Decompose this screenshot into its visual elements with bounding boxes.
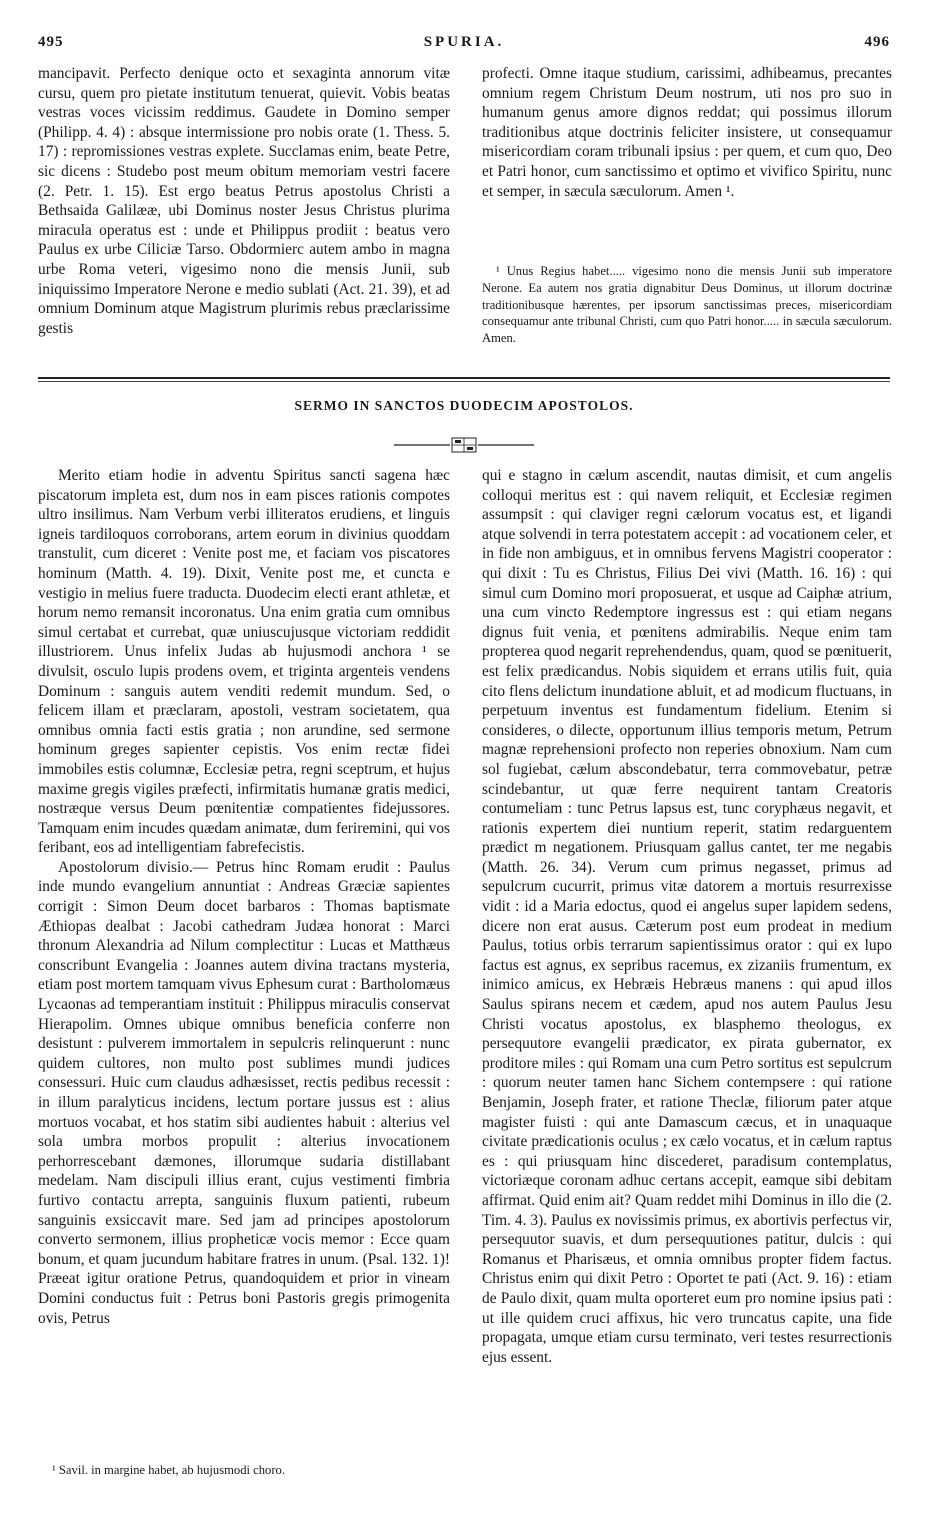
- bottom-right-column: [482, 466, 892, 1367]
- ornament-divider-icon: [392, 437, 536, 453]
- footnote-bottom-text: ¹ Savil. in margine habet, ab hujusmodi choro.: [52, 1463, 285, 1477]
- top-left-column: [38, 64, 450, 338]
- section-divider-rule-thin: [38, 381, 890, 382]
- running-title: SPURIA.: [423, 34, 505, 50]
- footnote-bottom: [38, 1462, 450, 1478]
- section-divider-rule: [38, 377, 890, 379]
- footnote-top: [482, 263, 892, 347]
- bottom-left-column: [38, 466, 450, 1328]
- page-number-left: 495: [38, 34, 64, 50]
- sermon-title: SERMO IN SANCTOS DUODECIM APOSTOLOS.: [294, 398, 634, 413]
- page-number-right: 496: [864, 34, 890, 50]
- paragraph-merito: Merito etiam hodie in adventu Spiritus sancti sagena hæc piscatorum impleta est, dum nos in eam pisces rationis compotes ultro insilimus. Nam Verbum verbi illiteratos erudiens, et linguis igneis tardiloquos corroborans, artem eorum in divinius quoddam transtulit, cum diceret : Venite post me, et faciam vos piscatores hominum (Matth. 4. 19). Dixit, Venite post me, et cuncta e vestigio in melius fuere traducta. Duodecim electi erant athletæ, et horum nemo remansit incoronatus. Una enim gratia cum omnibus simul certabat et currebat, quæ uniuscujusque victoriam reddidit illustriorem. Unus infelix Judas ab hujusmodi anchora ¹ se divulsit, osculo lupis prodens ovem, et triginta argenteis vendens Dominum : sanguis autem venditi redemit mundum. Sed, o felicem illam et præclaram, apostoli, vestram societatem, qua omnibus omnia facti estis gratia ; non arundine, sed sermone hominum greges sapienter cepistis. Vos enim rectæ fidei immobiles estis columnæ, Ecclesiæ petra, regni sceptrum, et hujus maxime gregis vigiles præfecti, infirmitatis humanæ gratis medici, nostræque versus Deum pœnitentiæ compatientes fidejussores. Tamquam enim incudes quædam animatæ, dum feriremini, qui vos feribant, eos ad intelligentiam fabrefecistis.: [38, 467, 450, 857]
- bottom-right-text: qui e stagno in cælum ascendit, nautas dimisit, et cum angelis colloqui meritus est : qui navem reliquit, et Ecclesiæ regimen assumpsit : qui claviger regni cælorum vocatus est, et ligandi atque solvendi in terra potestatem accepit : ad vocationem celer, et in fide non ambiguus, et in omnibus fervens Magistri cooperator : qui dixit : Tu es Christus, Filius Dei vivi (Matth. 16. 16) : qui simul cum Domino mori proposuerat, et usque ad Caiphæ atrium, una cum vincto Redemptore ingressus est : qui etiam negans dignus fuit venia, et pœnitens admirabilis. Neque enim tam propterea quod negarit reprehendendus, quam, quod se pœnituerit, est felix prædicandus. Nobis siquidem et errans utilis fuit, quia cito flens delictum inundatione abluit, et ad modicum fluctuans, in perpetuum inventus est fundamentum fidelium. Etenim si consideres, o dilecte, opportunum illius temporis metum, Petrum magnæ reprehensioni profecto non reperies obnoxium. Nam cum sol fugiebat, cælum abscondebatur, terra commovebatur, petræ scindebantur, ut quæ ferre nequirent tantam Creatoris contumeliam : tunc Petrus lapsus est, tunc coryphæus negavit, et rationis expertem diei nuntium reperit, statim redarguentem prædict m negationem. Priusquam gallus cantet, ter me negabis (Matth. 26. 34). Verum cum primus negasset, primus ad sepulcrum cucurrit, primus vitæ datorem a mortuis resurrexisse vidit : id a Maria edoctus, quod ei angelus super lapidem sedens, dicere non erat ausus. Cæterum post eum prodeat in medium Paulus, totius orbis terrarum sapientissimus orator : qui ex lupo factus est agnus, ex sepribus racemus, ex zizaniis frumentum, ex inimico amicus, ex Hebræis Hebræus manens : qui apud illos Saulus spirans necem et cædem, apud nos autem Paulus Jesu Christi vocatus apostolus, ex blasphemo theologus, ex persequutore evangelii prædicator, ex pirata gubernator, ex proditore miles : qui Romam una cum Petro sortitus est sepulcrum : quorum neuter tamen hanc Sichem contempsere : qui ratione Benjamin, Joseph frater, et ratione Theclæ, filiorum pater atque magister fuisti : qui ante Damascum cæcus, et in unaquaque civitate prædicationis oculus ; ex cælo vocatus, et in cælum raptus es : qui priusquam hinc discederet, paradisum contemplatus, victoriæque coronam adhuc certans accepit, eamque sibi debitam affirmat. Quid enim ait? Quam reddet mihi Dominus in illo die (2. Tim. 4. 3). Paulus ex novissimis primus, ex abortivis perfectus vir, persequutor suavis, et dum persequutiones patitur, dulcis : qui Romanus et Pharisæus, et omnia omnibus propter fidem factus. Christus enim qui dixit Petro : Oportet te pati (Act. 9. 16) : etiam de Paulo dixit, quam multa oporteret eum pro nomine ipsius pati : ut ille quidem cruci affixus, hic vero truncatus capite, una fide propagata, umque etiam cursu terminato, veri testes resurrectionis ejus essent.: [482, 467, 892, 1366]
- footnote-top-text: ¹ Unus Regius habet..... vigesimo nono die mensis Junii sub imperatore Nerone. Ea autem nos gratia dignabitur Deus Dominus, ut illorum doctrinæ traditionibusque hærentes, per ipsorum sanctissimas preces, misericordiam consequamur ante tribunal Christi, cum quo Patri honor..... in sæcula sæculorum. Amen.: [482, 264, 892, 346]
- top-left-text: mancipavit. Perfecto denique octo et sexaginta annorum vitæ cursu, quem pro pietate institutum tenuerat, quievit. Vobis beatas vestras voces vicissim reddimus. Gaudete in Domino semper (Philipp. 4. 4) : absque intermissione pro nobis orate (1. Thess. 5. 17) : repromissiones vestras explete. Succlamas enim, beate Petre, sic dicens : Studebo post meum obitum memoriam vestri facere (2. Petr. 1. 15). Est ergo beatus Petrus apostolus Christi a Bethsaida Galilææ, ubi Dominus noster Jesus Christus plurima miracula operatus est : unde et Philippus prodiit : beatus vero Paulus ex urbe Ciliciæ Tarso. Obdormierc autem ambo in magna urbe Roma veteri, vigesimo nono die mensis Junii, sub iniquissimo Imperatore Nerone e medio sublati (Act. 21. 39), et ad omnium Dominum atque Magistrum plurimis rebus præclarissime gestis: [38, 65, 450, 337]
- paragraph-apostolorum-divisio: Apostolorum divisio.— Petrus hinc Romam erudit : Paulus inde mundo evangelium annuntiat : Andreas Græciæ sapientes corrigit : Simon Deum docet barbaros : Thomas baptismate Æthiopas dealbat : Jacobi cathedram Judæa honorat : Marci thronum Alexandria ad Nilum complectitur : Lucas et Matthæus conscribunt Evangelia : Joannes autem divina tractans mysteria, etiam post mortem tamquam vivus Ephesum curat : Bartholomæus Lycaonas ad temperantiam instituit : Philippus miraculis conservat Hierapolim. Omnes ubique omnibus beneficia conferre non desistunt : pulverem immortalem in sepulcris relinquerunt : nunc quidem cultores, non multo post sublimes mundi judices consessuri. Huic cum claudus adhæsisset, rectis pedibus recessit : in illum paralyticus incidens, lectum portare jussus est : alius mortuos vocabat, et hos statim sibi audientes habuit : alterius vel sola umbra morbos propulit : alterius invocationem perhorrescebant dæmones, illorumque sudaria distillabant medelam. Nam discipuli illius erant, cujus vestimenti fimbria furtivo contactu arrepta, sanguinis fluxum patienti, rubeum sanguinis exsiccavit mare. Sed jam ad principes apostolorum converto sermonem, illius propheticæ vocis memor : Ecce quam bonum, et quam jucundum habitare fratres in unum. (Psal. 132. 1)! Præeat igitur oratione Petrus, quandoquidem et prior in vineam Domini conductus fuit : Petrus boni Pastoris gregis primogenita ovis, Petrus: [38, 858, 450, 1327]
- top-right-text: profecti. Omne itaque studium, carissimi, adhibeamus, precantes omnium regem Christum Deum nostrum, uti nos pro suo in humanum genus amore dignos reddat; qui possimus illorum traditionibus atque doctrinis feliciter insistere, ut consequamur misericordiam coram tribunali ipsius : per quem, et cum quo, Deo et Patri honor, cum sanctissimo et optimo et vivifico Spiritu, nunc et semper, in sæcula sæculorum. Amen ¹.: [482, 65, 892, 200]
- running-header: [38, 34, 890, 56]
- top-right-column: [482, 64, 892, 201]
